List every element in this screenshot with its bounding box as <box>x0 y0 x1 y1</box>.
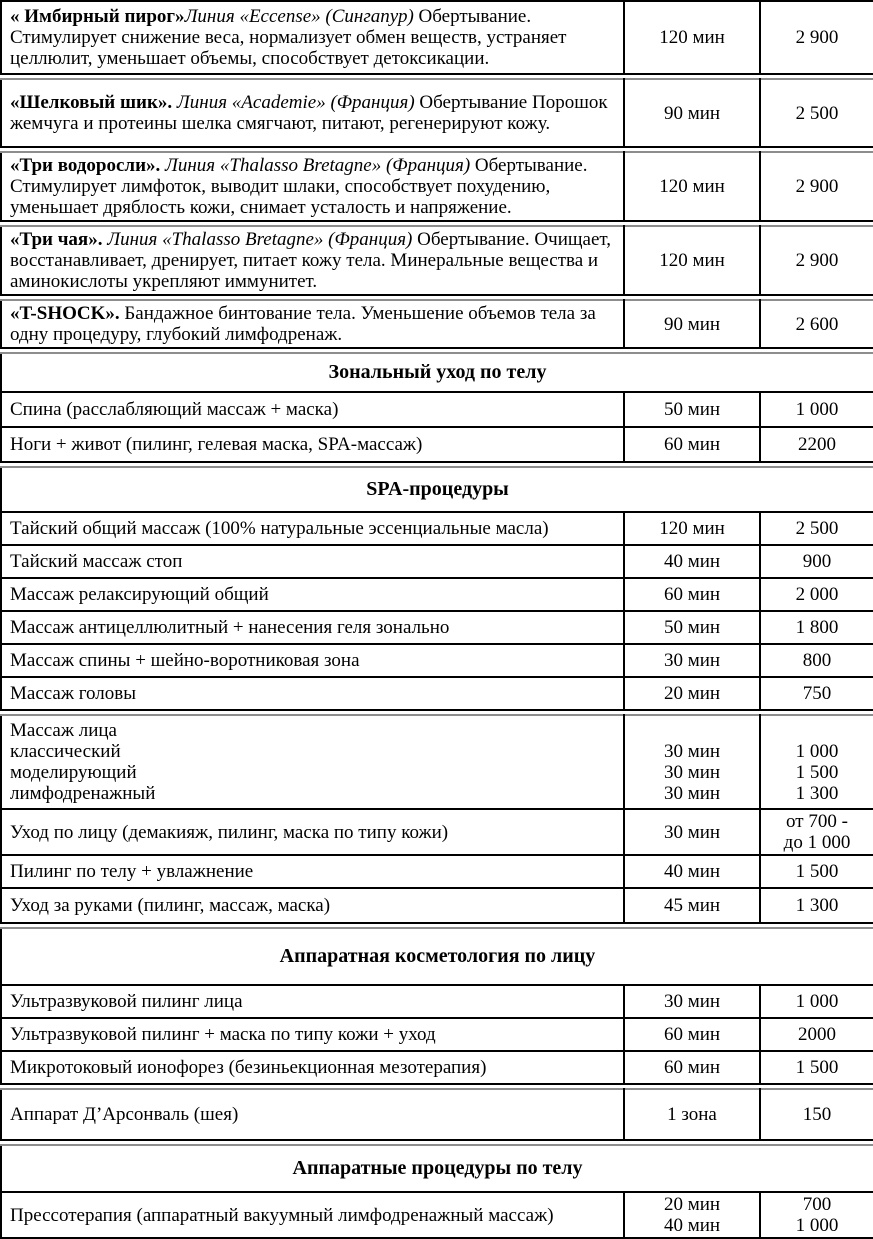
price-table-block <box>0 714 873 924</box>
service-line: моделирующий <box>10 762 137 783</box>
duration-cell <box>624 1018 760 1051</box>
duration-cell <box>624 1 760 74</box>
price-cell <box>760 1051 873 1084</box>
table-row <box>1 427 873 462</box>
duration-value: 60 мин <box>663 434 721 455</box>
table-row <box>1 611 873 644</box>
price-table-block <box>0 151 873 222</box>
price-table-block <box>0 927 873 1085</box>
table-row <box>1 809 873 855</box>
price-cell <box>760 427 873 462</box>
price-value: 150 <box>802 1104 832 1125</box>
price-cell <box>760 79 873 147</box>
service-text: Массаж антицеллюлитный + нанесения геля зонально <box>10 617 450 638</box>
duration-cell <box>624 427 760 462</box>
service-text: Уход по лицу (демакияж, пилинг, маска по типу кожи) <box>10 821 449 843</box>
price-value: 1 000 <box>795 399 839 420</box>
price-value: 1 000 <box>795 1215 839 1236</box>
duration-value: 30 мин <box>663 783 721 804</box>
price-value: 2 900 <box>795 27 839 48</box>
section-header: Аппаратная косметология по лицу <box>1 928 873 985</box>
price-cell <box>760 1 873 74</box>
table-row <box>1 578 873 611</box>
duration-value: 40 мин <box>663 861 721 882</box>
table-row <box>1 1089 873 1140</box>
table-row <box>1 1018 873 1051</box>
service-text: Тайский общий массаж (100% натуральные эссенциальные масла) <box>10 518 549 539</box>
table-row <box>1 392 873 427</box>
price-value: 1 000 <box>795 741 839 762</box>
section-header: Аппаратные процедуры по телу <box>1 1145 873 1192</box>
duration-cell <box>624 226 760 295</box>
table-row <box>1 1051 873 1084</box>
service-text: Линия «Academie» (Франция) <box>176 92 420 113</box>
table-row <box>1 677 873 710</box>
service-text: Пилинг по телу + увлажнение <box>10 861 254 882</box>
duration-value: 60 мин <box>663 584 721 605</box>
duration-value: 60 мин <box>663 1057 721 1078</box>
section-header-row <box>1 467 873 512</box>
section-header-row <box>1 928 873 985</box>
price-cell <box>760 644 873 677</box>
price-value: 900 <box>802 551 832 572</box>
duration-cell <box>624 855 760 888</box>
price-value: от 700 - <box>786 811 848 832</box>
service-text: Ноги + живот (пилинг, гелевая маска, SPA-массаж) <box>10 434 423 455</box>
duration-cell <box>624 1192 760 1238</box>
price-table-block <box>0 0 873 75</box>
price-table-block <box>0 299 873 349</box>
duration-value: 30 мин <box>663 741 721 762</box>
price-cell <box>760 715 873 809</box>
duration-cell <box>624 578 760 611</box>
price-table-block <box>0 78 873 148</box>
price-cell <box>760 985 873 1018</box>
price-cell <box>760 578 873 611</box>
service-text: Массаж спины + шейно-воротниковая зона <box>10 650 360 671</box>
duration-cell <box>624 152 760 221</box>
service-text: Обертывание. Очищает, восстанавливает, дренирует, питает кожу тела. Минеральные вещества и аминокислоты укрепляют иммунитет. <box>10 229 612 292</box>
service-text: Массаж головы <box>10 683 137 704</box>
table-row <box>1 512 873 545</box>
price-cell <box>760 677 873 710</box>
price-cell <box>760 855 873 888</box>
service-name-cell <box>1 578 624 611</box>
service-name-cell <box>1 888 624 923</box>
price-cell <box>760 611 873 644</box>
price-value <box>763 720 871 741</box>
duration-value: 20 мин <box>663 683 721 704</box>
service-text: Спина (расслабляющий массаж + маска) <box>10 399 339 420</box>
duration-cell <box>624 715 760 809</box>
section-header: SPA-процедуры <box>1 467 873 512</box>
table-row <box>1 300 873 348</box>
price-value: 2 500 <box>795 102 839 124</box>
service-text: « Имбирный пирог» <box>10 6 185 27</box>
price-table-block <box>0 1144 873 1239</box>
price-table-block <box>0 352 873 463</box>
duration-value: 50 мин <box>663 617 721 638</box>
service-text: Массаж релаксирующий общий <box>10 584 269 605</box>
service-name-cell <box>1 855 624 888</box>
duration-value: 40 мин <box>663 1215 721 1236</box>
service-text: «T-SHOCK». <box>10 303 125 324</box>
section-header-row <box>1 353 873 392</box>
table-row <box>1 985 873 1018</box>
price-value: 1 300 <box>795 783 839 804</box>
price-table-block <box>0 225 873 296</box>
service-text: Линия «Eccense» (Сингапур) <box>184 6 419 27</box>
duration-value: 30 мин <box>663 821 721 843</box>
price-value: 2 500 <box>795 518 839 539</box>
table-row <box>1 715 873 809</box>
service-name-cell <box>1 985 624 1018</box>
service-text: Прессотерапия (аппаратный вакуумный лимфодренажный массаж) <box>10 1204 554 1226</box>
service-text: Обертывание. Стимулирует снижение веса, нормализует обмен веществ, устраняет целлюлит, уменьшает объемы, способствует детоксикации. <box>10 6 567 69</box>
service-name-cell <box>1 715 624 809</box>
duration-value: 30 мин <box>663 991 721 1012</box>
service-text: Обертывание. Стимулирует лимфоток, выводит шлаки, способствует похудению, уменьшает дряблость кожи, снимает усталость и напряжение. <box>10 155 588 218</box>
duration-cell <box>624 888 760 923</box>
service-name-cell <box>1 152 624 221</box>
duration-value: 45 мин <box>663 895 721 916</box>
table-row <box>1 888 873 923</box>
duration-cell <box>624 1089 760 1140</box>
service-text: Обертывание Порошок жемчуга и протеины шелка смягчают, питают, регенерируют кожу. <box>10 92 608 134</box>
price-cell <box>760 888 873 923</box>
price-value: 1 300 <box>795 895 839 916</box>
service-text: «Три чая». <box>10 229 108 250</box>
service-name-cell <box>1 644 624 677</box>
table-row <box>1 79 873 147</box>
service-text: Микротоковый ионофорез (безиньекционная мезотерапия) <box>10 1057 487 1078</box>
price-value: 1 000 <box>795 991 839 1012</box>
price-cell <box>760 1018 873 1051</box>
duration-value: 90 мин <box>663 102 721 124</box>
duration-value: 1 зона <box>667 1104 717 1125</box>
duration-value: 30 мин <box>663 650 721 671</box>
duration-value: 50 мин <box>663 399 721 420</box>
service-text: Бандажное бинтование тела. Уменьшение объемов тела за одну процедуру, глубокий лимфодренаж. <box>10 303 596 345</box>
duration-value <box>627 720 757 741</box>
price-value: 1 800 <box>795 617 839 638</box>
service-name-cell <box>1 677 624 710</box>
price-cell <box>760 152 873 221</box>
duration-cell <box>624 644 760 677</box>
service-name-cell <box>1 300 624 348</box>
section-header-row <box>1 1145 873 1192</box>
service-name-cell <box>1 427 624 462</box>
service-name-cell <box>1 1192 624 1238</box>
service-text: Аппарат Д’Арсонваль (шея) <box>10 1104 239 1125</box>
price-cell <box>760 300 873 348</box>
price-value: 1 500 <box>795 762 839 783</box>
duration-value: 120 мин <box>659 27 725 48</box>
price-cell <box>760 226 873 295</box>
price-cell <box>760 809 873 855</box>
table-row <box>1 1 873 74</box>
service-text: Ультразвуковой пилинг лица <box>10 991 243 1012</box>
service-text: Тайский массаж стоп <box>10 551 183 572</box>
service-name-cell <box>1 512 624 545</box>
table-row <box>1 152 873 221</box>
duration-value: 40 мин <box>663 551 721 572</box>
price-value: 2000 <box>798 1024 836 1045</box>
price-value: 2 900 <box>795 250 839 271</box>
duration-value: 90 мин <box>663 313 721 335</box>
service-text: «Шелковый шик». <box>10 92 177 113</box>
price-cell <box>760 545 873 578</box>
duration-cell <box>624 611 760 644</box>
service-name-cell <box>1 1089 624 1140</box>
price-cell <box>760 512 873 545</box>
service-text: «Три водоросли». <box>10 155 166 176</box>
table-row <box>1 855 873 888</box>
service-text: Ультразвуковой пилинг + маска по типу кожи + уход <box>10 1024 436 1045</box>
duration-cell <box>624 79 760 147</box>
duration-cell <box>624 985 760 1018</box>
service-name-cell <box>1 392 624 427</box>
price-value: 2200 <box>798 434 836 455</box>
service-text: Линия «Thalasso Bretagne» (Франция) <box>107 229 418 250</box>
duration-value: 20 мин <box>663 1194 721 1215</box>
price-value: 800 <box>802 650 832 671</box>
price-value: до 1 000 <box>783 832 851 853</box>
price-cell <box>760 1192 873 1238</box>
service-text: Уход за руками (пилинг, массаж, маска) <box>10 895 331 916</box>
price-value: 1 500 <box>795 861 839 882</box>
service-name-cell <box>1 1018 624 1051</box>
duration-value: 120 мин <box>659 250 725 271</box>
price-cell <box>760 392 873 427</box>
service-text: Линия «Thalasso Bretagne» (Франция) <box>165 155 475 176</box>
service-name-cell <box>1 1 624 74</box>
table-row <box>1 226 873 295</box>
duration-value: 60 мин <box>663 1024 721 1045</box>
price-cell <box>760 1089 873 1140</box>
price-value: 750 <box>802 683 832 704</box>
service-line: классический <box>10 741 121 762</box>
service-name-cell <box>1 79 624 147</box>
duration-cell <box>624 392 760 427</box>
price-value: 2 600 <box>795 313 839 335</box>
service-name-cell <box>1 809 624 855</box>
service-line: Массаж лица <box>10 720 117 741</box>
price-value: 1 500 <box>795 1057 839 1078</box>
price-value: 2 000 <box>795 584 839 605</box>
section-header: Зональный уход по телу <box>1 353 873 392</box>
duration-cell <box>624 1051 760 1084</box>
price-table-block <box>0 1088 873 1141</box>
price-table-block <box>0 466 873 711</box>
table-row <box>1 1192 873 1238</box>
duration-value: 120 мин <box>659 176 725 197</box>
duration-value: 120 мин <box>659 518 725 539</box>
service-name-cell <box>1 1051 624 1084</box>
duration-cell <box>624 300 760 348</box>
duration-cell <box>624 512 760 545</box>
price-value: 700 <box>802 1194 832 1215</box>
table-row <box>1 545 873 578</box>
duration-cell <box>624 677 760 710</box>
service-name-cell <box>1 611 624 644</box>
duration-cell <box>624 545 760 578</box>
price-value: 2 900 <box>795 176 839 197</box>
service-line: лимфодренажный <box>10 783 156 804</box>
duration-value: 30 мин <box>663 762 721 783</box>
duration-cell <box>624 809 760 855</box>
table-row <box>1 644 873 677</box>
service-name-cell <box>1 545 624 578</box>
service-name-cell <box>1 226 624 295</box>
